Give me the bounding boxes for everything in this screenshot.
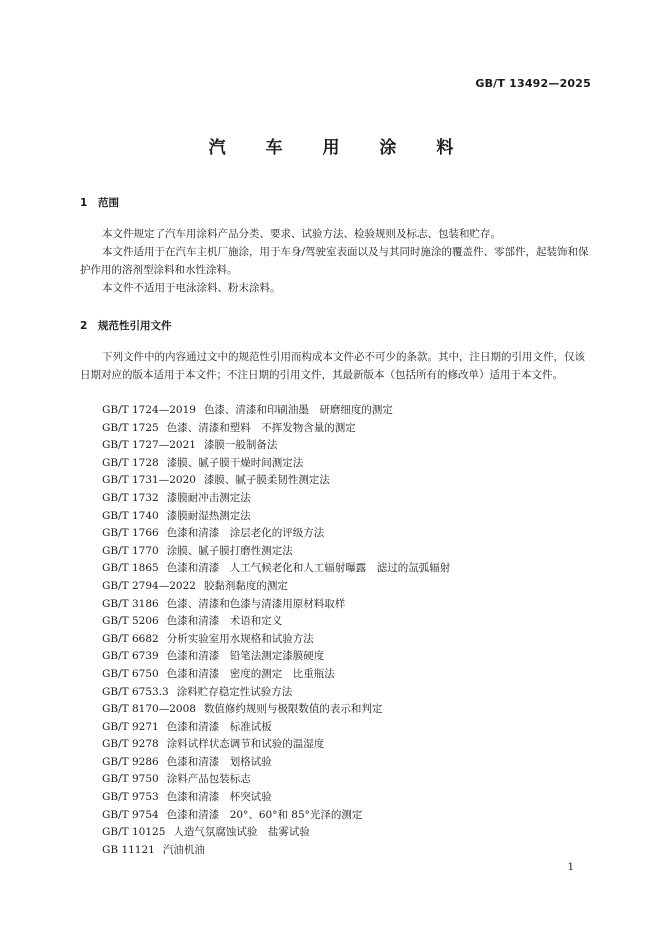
reference-item [102,578,602,596]
reference-item [102,824,602,842]
reference-code: GB/T 1728 [102,456,159,469]
reference-item [102,508,602,526]
section-1-number: 1 [80,197,88,209]
reference-title: 涂料贮存稳定性试验方法 [176,685,293,698]
reference-item [102,455,602,473]
reference-code: GB/T 1865 [102,562,159,575]
normative-reference-list [102,402,602,859]
section-1-heading [80,195,119,210]
references-intro-paragraph: 下列文件中的内容通过文中的规范性引用而构成本文件必不可少的条款。其中，注日期的引用文件，仅该日期对应的版本适用于本文件；不注日期的引用文件，其最新版本（包括所有的修改单）适用于本文件。 [80,351,585,381]
scope-paragraph: 本文件不适用于电泳涂料、粉末涂料。 [102,282,281,294]
reference-item [102,596,602,614]
reference-title: 漆膜一般制备法 [203,439,278,452]
reference-code: GB/T 6753.3 [102,685,169,698]
reference-code: GB/T 2794—2022 [102,579,196,592]
reference-code: GB/T 9278 [102,738,159,751]
reference-title: 色漆和清漆 铅笔法测定漆膜硬度 [166,650,325,663]
reference-code: GB/T 9750 [102,773,159,786]
reference-code: GB/T 6682 [102,632,159,645]
section-2-heading-text: 规范性引用文件 [98,320,172,332]
standard-code-header: GB/T 13492—2025 [475,77,591,90]
reference-code: GB/T 1740 [102,509,159,522]
reference-code: GB/T 9286 [102,755,159,768]
reference-title: 色漆、清漆和印刷油墨 研磨细度的测定 [203,404,393,416]
reference-code: GB/T 9753 [102,791,159,804]
reference-title: 色漆和清漆 术语和定义 [166,615,283,628]
document-title: 汽 车 用 涂 料 [208,138,471,158]
reference-title: 色漆、清漆和塑料 不挥发物含量的测定 [166,421,356,434]
reference-item [102,472,602,490]
reference-code: GB/T 1770 [102,544,159,557]
reference-title: 数值修约规则与极限数值的表示和判定 [203,703,383,716]
reference-item [102,736,602,754]
scope-paragraph: 本文件适用于在汽车主机厂施涂，用于车身/驾驶室表面以及与其同时施涂的覆盖件、零部件，起装饰和保护作用的溶剂型涂料和水性涂料。 [80,246,589,276]
reference-code: GB/T 9754 [102,808,159,821]
reference-title: 色漆和清漆 划格试验 [166,755,272,768]
reference-code: GB/T 1732 [102,491,159,504]
reference-item [102,613,602,631]
reference-item [102,719,602,737]
reference-title: 色漆和清漆 20°、60°和 85°光泽的测定 [166,808,363,821]
reference-title: 漆膜、腻子膜柔韧性测定法 [203,474,330,487]
reference-title: 漆膜耐湿热测定法 [166,509,251,522]
reference-item [102,402,602,420]
reference-title: 涂料产品包装标志 [166,773,251,786]
section-2-heading [80,318,172,333]
reference-title: 胶黏剂黏度的测定 [203,579,288,592]
scope-paragraph: 本文件规定了汽车用涂料产品分类、要求、试验方法、检验规则及标志、包装和贮存。 [102,228,501,240]
reference-item [102,684,602,702]
reference-code: GB 11121 [102,843,155,856]
reference-code: GB/T 3186 [102,597,159,610]
reference-item [102,490,602,508]
reference-item [102,525,602,543]
reference-title: 汽油机油 [162,843,205,856]
reference-code: GB/T 8170—2008 [102,703,196,716]
reference-title: 色漆和清漆 人工气候老化和人工辐射曝露 滤过的氙弧辐射 [166,562,451,575]
reference-title: 色漆、清漆和色漆与清漆用原材料取样 [166,597,346,610]
reference-code: GB/T 9271 [102,720,159,733]
reference-item [102,807,602,825]
reference-title: 色漆和清漆 杯突试验 [166,791,272,804]
reference-code: GB/T 1766 [102,527,159,540]
reference-title: 色漆和清漆 密度的测定 比重瓶法 [166,667,335,680]
reference-item [102,437,602,455]
reference-title: 涂料试样状态调节和试验的温湿度 [166,738,325,751]
reference-title: 涂膜、腻子膜打磨性测定法 [166,544,293,557]
reference-title: 人造气氛腐蚀试验 盐雾试验 [173,826,310,839]
reference-title: 色漆和清漆 涂层老化的评级方法 [166,527,325,540]
reference-code: GB/T 1724—2019 [102,404,196,416]
reference-item [102,666,602,684]
reference-item [102,842,602,860]
section-1-heading-text: 范围 [98,197,119,209]
reference-item [102,771,602,789]
page-number: 1 [567,862,574,873]
reference-code: GB/T 5206 [102,615,159,628]
reference-title: 色漆和清漆 标准试板 [166,720,272,733]
reference-item [102,754,602,772]
reference-item [102,560,602,578]
reference-item [102,631,602,649]
reference-item [102,420,602,438]
reference-code: GB/T 1727—2021 [102,439,196,452]
reference-code: GB/T 1725 [102,421,159,434]
reference-code: GB/T 10125 [102,826,166,839]
section-2-number: 2 [80,320,88,332]
reference-item [102,543,602,561]
reference-item [102,701,602,719]
reference-code: GB/T 6750 [102,667,159,680]
reference-code: GB/T 1731—2020 [102,474,196,487]
reference-code: GB/T 6739 [102,650,159,663]
reference-title: 漆膜耐冲击测定法 [166,491,251,504]
reference-title: 漆膜、腻子膜干燥时间测定法 [166,456,304,469]
reference-item [102,648,602,666]
reference-item [102,789,602,807]
reference-title: 分析实验室用水规格和试验方法 [166,632,314,645]
